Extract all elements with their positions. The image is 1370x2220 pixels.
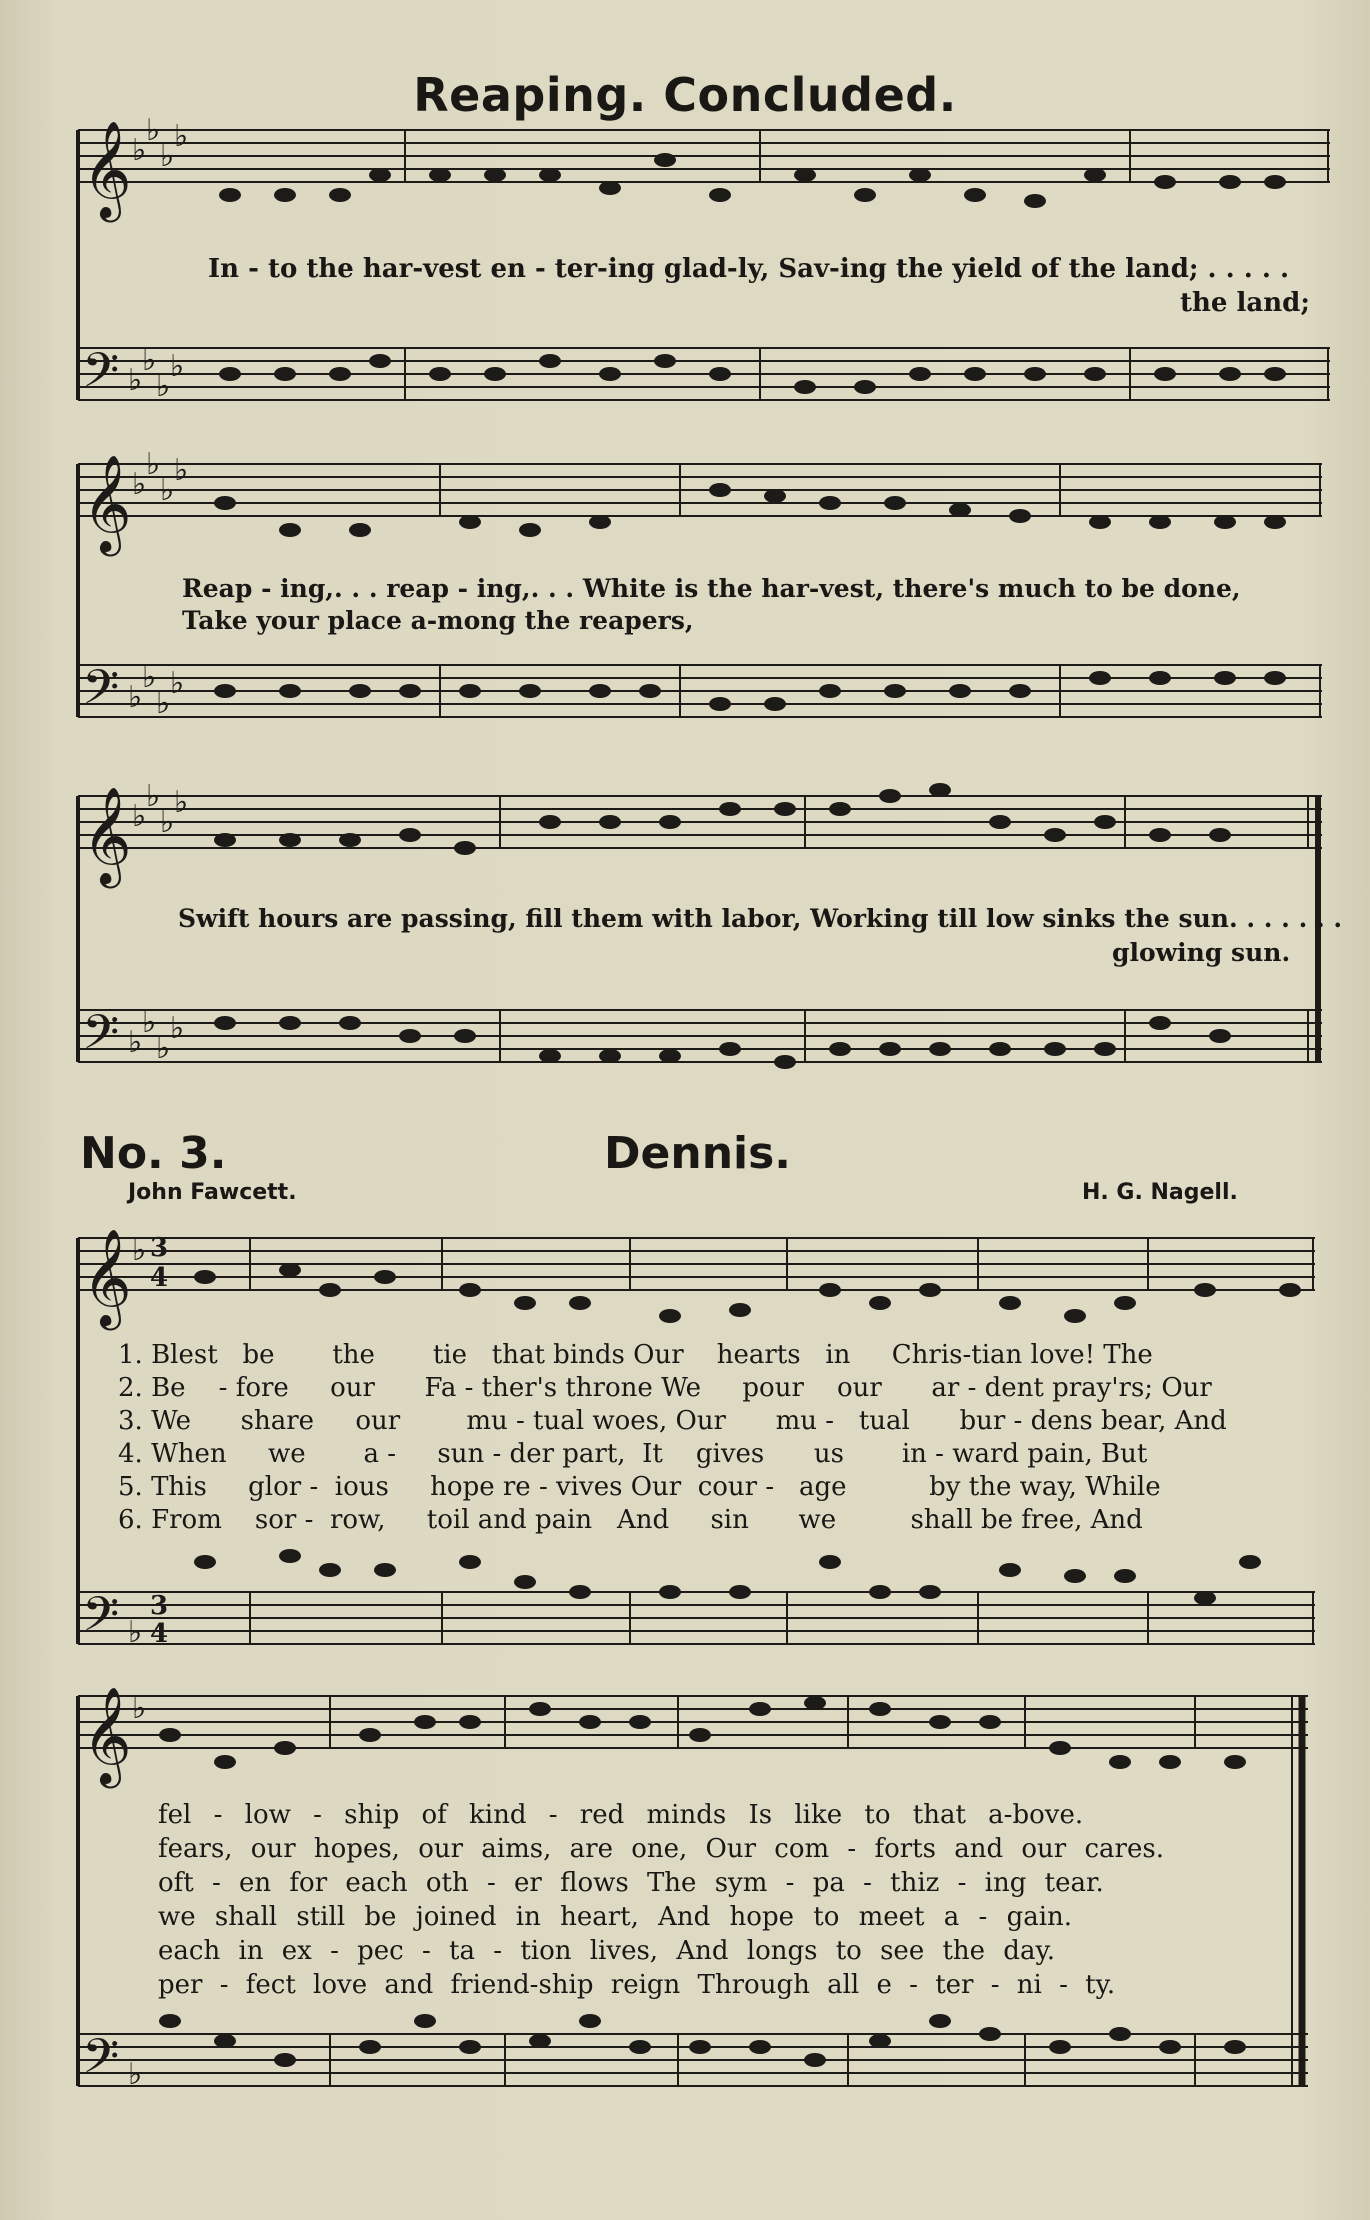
svg-text:♭: ♭ [174, 785, 189, 820]
svg-text:♭: ♭ [142, 660, 157, 695]
lyric-echo: glowing sun. [1112, 938, 1291, 967]
stanza-6-line-b: per - fect love and friend-ship reign Through all e - ter - ni - ty. [158, 1970, 1116, 2000]
hymn-author: John Fawcett. [128, 1180, 297, 1205]
stanza-1-line-a: 1. Blest be the tie that binds Our hearts in Chris-tian love! The [118, 1340, 1153, 1370]
bass-clef-icon: 𝄢 [82, 2028, 120, 2096]
svg-text:♭: ♭ [128, 363, 143, 398]
svg-text:♭: ♭ [160, 139, 175, 174]
stanza-4-line-a: 4. When we a - sun - der part, It gives us in - ward pain, But [118, 1439, 1148, 1469]
svg-text:♭: ♭ [170, 349, 185, 384]
svg-text:♭: ♭ [132, 799, 147, 834]
svg-text:3: 3 [150, 1591, 169, 1621]
treble-clef-icon: 𝄞 [82, 120, 132, 218]
svg-text:3: 3 [150, 1233, 169, 1263]
key-signature-flats [128, 113, 188, 2092]
svg-text:♭: ♭ [128, 2057, 143, 2092]
lyric-line: In - to the har-vest en - ter-ing glad-ly, Sav-ing the yield of the land; . . . . . [208, 254, 1290, 284]
lyric-line: Reap - ing,. . . reap - ing,. . . White is the har-vest, there's much to be done, [182, 574, 1241, 603]
staff-treble [78, 130, 1330, 182]
stanza-5-line-a: 5. This glor - ious hope re - vives Our cour - age by the way, While [118, 1472, 1161, 1502]
bass-clef-icon: 𝄢 [82, 1004, 120, 1072]
hymn-title-dennis: Dennis. [604, 1128, 791, 1179]
svg-text:♭: ♭ [142, 343, 157, 378]
svg-text:♭: ♭ [160, 473, 175, 508]
svg-text:♭: ♭ [156, 686, 171, 721]
svg-text:4: 4 [150, 1619, 169, 1649]
bass-clef-icon: 𝄢 [82, 342, 120, 410]
svg-text:4: 4 [150, 1263, 169, 1293]
svg-text:♭: ♭ [156, 369, 171, 404]
svg-text:♭: ♭ [174, 453, 189, 488]
svg-text:♭: ♭ [128, 1615, 143, 1650]
hymn-title-reaping: Reaping. Concluded. [413, 68, 957, 122]
stanza-1-line-b: fel - low - ship of kind - red minds Is like to that a-bove. [158, 1800, 1084, 1830]
note-heads [159, 153, 1301, 2067]
lyric-line: Swift hours are passing, fill them with labor, Working till low sinks the sun. . . . . . . [178, 904, 1343, 933]
svg-text:♭: ♭ [128, 680, 143, 715]
stanza-2-line-a: 2. Be - fore our Fa - ther's throne We pour our ar - dent pray'rs; Our [118, 1373, 1212, 1403]
lyric-line-alt: Take your place a-mong the reapers, [182, 606, 694, 635]
treble-clef-icon: 𝄞 [82, 1686, 132, 1784]
stanza-4-line-b: we shall still be joined in heart, And hope to meet a - gain. [158, 1902, 1073, 1932]
bass-clef-icon: 𝄢 [82, 659, 120, 727]
svg-text:♭: ♭ [128, 1025, 143, 1060]
svg-text:♭: ♭ [156, 1031, 171, 1066]
stanza-6-line-a: 6. From sor - row, toil and pain And sin we shall be free, And [118, 1505, 1143, 1535]
lyric-echo: the land; [1180, 288, 1310, 318]
hymn-composer: H. G. Nagell. [1082, 1180, 1238, 1205]
hymn-number: No. 3. [80, 1128, 227, 1179]
svg-text:♭: ♭ [146, 779, 161, 814]
svg-text:♭: ♭ [160, 805, 175, 840]
stanza-3-line-b: oft - en for each oth - er flows The sym - pa - thiz - ing tear. [158, 1868, 1104, 1898]
svg-text:♭: ♭ [146, 113, 161, 148]
treble-clef-icon: 𝄞 [82, 454, 132, 552]
svg-text:♭: ♭ [142, 1005, 157, 1040]
svg-text:♭: ♭ [170, 666, 185, 701]
svg-text:♭: ♭ [132, 467, 147, 502]
svg-text:♭: ♭ [170, 1011, 185, 1046]
treble-clef-icon: 𝄞 [82, 1228, 132, 1326]
svg-text:♭: ♭ [146, 447, 161, 482]
treble-clef-icon: 𝄞 [82, 786, 132, 884]
svg-text:♭: ♭ [132, 133, 147, 168]
stanza-3-line-a: 3. We share our mu - tual woes, Our mu - tual bur - dens bear, And [118, 1406, 1227, 1436]
svg-text:♭: ♭ [174, 119, 189, 154]
stanza-2-line-b: fears, our hopes, our aims, are one, Our com - forts and our cares. [158, 1834, 1164, 1864]
staff-bass [78, 348, 1330, 400]
svg-text:♭: ♭ [132, 1691, 147, 1726]
bass-clef-icon: 𝄢 [82, 1586, 120, 1654]
svg-text:♭: ♭ [132, 1233, 147, 1268]
stanza-5-line-b: each in ex - pec - ta - tion lives, And longs to see the day. [158, 1936, 1055, 1966]
